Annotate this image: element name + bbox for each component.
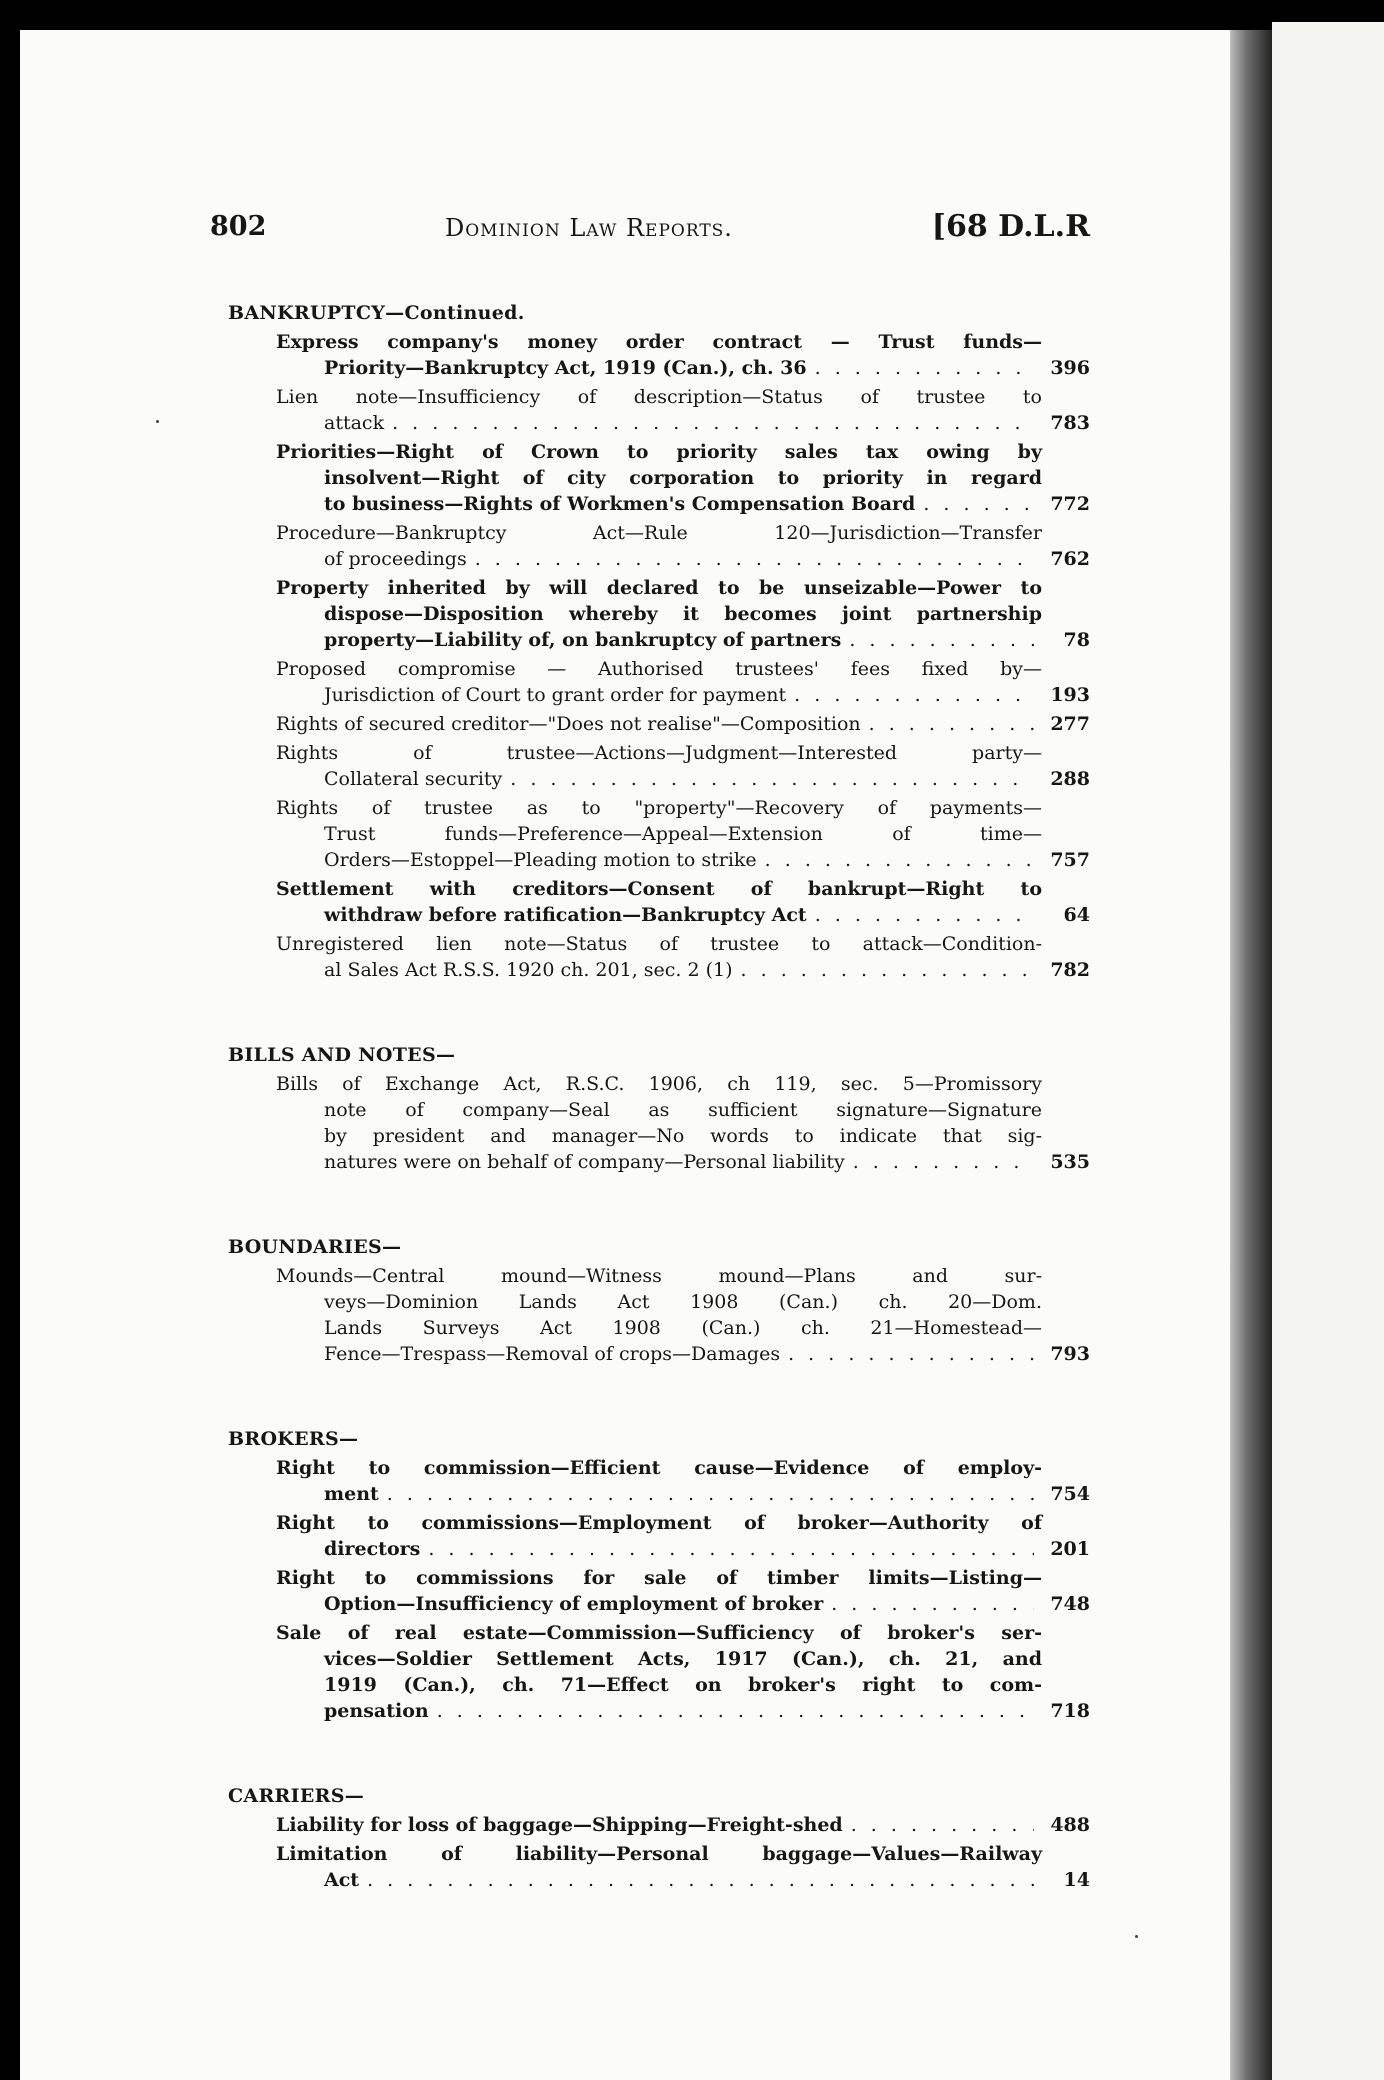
index-entry	[276, 1620, 1090, 1724]
index-entry	[276, 931, 1090, 983]
book-gutter	[1230, 30, 1272, 2080]
entry-final-line	[324, 1481, 1042, 1507]
index-entry	[276, 1812, 1090, 1838]
dot-leaders	[475, 546, 1034, 572]
page-reference: 535	[1050, 1151, 1090, 1173]
dot-leaders	[849, 627, 1034, 653]
dot-leaders	[869, 711, 1034, 737]
running-header	[210, 211, 1090, 251]
index-section	[220, 1042, 1090, 1175]
index-section	[220, 1234, 1090, 1367]
section-heading: BOUNDARIES—	[228, 1236, 402, 1258]
entry-text-line: Right to commission—Efficient cause—Evidence of employ-	[276, 1457, 1042, 1479]
dot-leaders	[510, 766, 1034, 792]
entry-text-line: Priority—Bankruptcy Act, 1919 (Can.), ch. 36	[324, 357, 807, 379]
page-reference: 396	[1050, 357, 1090, 379]
index-section	[220, 1783, 1090, 1893]
entry-text-line: Right to commissions for sale of timber limits—Listing—	[276, 1567, 1042, 1589]
page-reference: 488	[1050, 1814, 1090, 1836]
index-entry	[276, 520, 1090, 572]
entry-text-line: Fence—Trespass—Removal of crops—Damages	[324, 1343, 781, 1365]
page-reference: 793	[1050, 1343, 1090, 1365]
page-reference: 14	[1063, 1869, 1090, 1891]
entry-text-line: by president and manager—No words to indicate that sig-	[324, 1125, 1042, 1147]
page-reference: 78	[1063, 629, 1090, 651]
entry-final-line	[324, 1591, 1042, 1617]
index-entry	[276, 1841, 1090, 1893]
page-reference: 754	[1050, 1483, 1090, 1505]
index-entry	[276, 329, 1090, 381]
entry-text-line: Jurisdiction of Court to grant order for payment	[324, 684, 787, 706]
entry-text-line: veys—Dominion Lands Act 1908 (Can.) ch. 20—Dom.	[324, 1291, 1042, 1313]
page-reference: 782	[1050, 959, 1090, 981]
entry-text-line: Procedure—Bankruptcy Act—Rule 120—Jurisdiction—Transfer	[276, 522, 1042, 544]
dot-leaders	[428, 1536, 1034, 1562]
entry-text-line: Collateral security	[324, 768, 503, 790]
entry-final-line	[324, 1867, 1042, 1893]
entry-text-line: Express company's money order contract — Trust funds—	[276, 331, 1042, 353]
entry-text-line: Orders—Estoppel—Pleading motion to strike	[324, 849, 757, 871]
page-reference: 277	[1050, 713, 1090, 735]
entry-text-line: al Sales Act R.S.S. 1920 ch. 201, sec. 2 (1)	[324, 959, 733, 981]
entry-text-line: to business—Rights of Workmen's Compensation Board	[324, 493, 916, 515]
section-spacer	[220, 1727, 1090, 1783]
index-entry	[276, 740, 1090, 792]
page-text	[20, 30, 1230, 2080]
dot-leaders	[815, 355, 1034, 381]
entry-final-line	[276, 711, 1042, 737]
entry-final-line	[324, 410, 1042, 436]
entry-text-line: vices—Soldier Settlement Acts, 1917 (Can.), ch. 21, and	[324, 1648, 1042, 1670]
entry-text-line: dispose—Disposition whereby it becomes joint partnership	[324, 603, 1042, 625]
entry-final-line	[324, 1536, 1042, 1562]
entry-final-line	[324, 1341, 1042, 1367]
entry-final-line	[276, 1812, 1042, 1838]
index-entry	[276, 384, 1090, 436]
volume-reference: [68 D.L.R	[931, 209, 1090, 244]
page-reference: 288	[1050, 768, 1090, 790]
dot-leaders	[367, 1867, 1034, 1893]
entry-final-line	[324, 957, 1042, 983]
section-heading: BROKERS—	[228, 1428, 359, 1450]
dot-leaders	[437, 1698, 1034, 1724]
dot-leaders	[788, 1341, 1034, 1367]
page-reference: 64	[1063, 904, 1090, 926]
page-reference: 718	[1050, 1700, 1090, 1722]
entry-text-line: Mounds—Central mound—Witness mound—Plans and sur-	[276, 1265, 1042, 1287]
section-heading: BILLS AND NOTES—	[228, 1044, 456, 1066]
index-entry	[276, 1263, 1090, 1367]
entry-text-line: Priorities—Right of Crown to priority sales tax owing by	[276, 441, 1042, 463]
index-entry	[276, 1565, 1090, 1617]
book-page	[20, 30, 1230, 2080]
index-entry	[276, 1455, 1090, 1507]
entry-text-line: Liability for loss of baggage—Shipping—Freight-shed	[276, 1814, 843, 1836]
section-spacer	[220, 1370, 1090, 1426]
section-spacer	[220, 1178, 1090, 1234]
section-spacer	[220, 986, 1090, 1042]
entry-text-line: attack	[324, 412, 385, 434]
entry-text-line: ment	[324, 1483, 379, 1505]
entry-text-line: directors	[324, 1538, 421, 1560]
entry-final-line	[324, 491, 1042, 517]
entry-text-line: property—Liability of, on bankruptcy of partners	[324, 629, 842, 651]
entry-text-line: Settlement with creditors—Consent of bankrupt—Right to	[276, 878, 1042, 900]
entry-final-line	[324, 355, 1042, 381]
dot-leaders	[387, 1481, 1034, 1507]
facing-page-edge	[1272, 22, 1384, 2080]
entry-text-line: Act	[324, 1869, 360, 1891]
entry-text-line: 1919 (Can.), ch. 71—Effect on broker's right to com-	[324, 1674, 1042, 1696]
index-entry	[276, 711, 1090, 737]
dot-leaders	[741, 957, 1034, 983]
section-heading: CARRIERS—	[228, 1785, 365, 1807]
page-number: 802	[210, 211, 267, 242]
entry-text-line: Rights of trustee—Actions—Judgment—Interested party—	[276, 742, 1042, 764]
dot-leaders	[851, 1812, 1034, 1838]
entry-final-line	[324, 682, 1042, 708]
entry-final-line	[324, 1149, 1042, 1175]
entry-text-line: insolvent—Right of city corporation to priority in regard	[324, 467, 1042, 489]
dot-leaders	[923, 491, 1034, 517]
entry-text-line: Trust funds—Preference—Appeal—Extension of time—	[324, 823, 1042, 845]
entry-text-line: pensation	[324, 1700, 429, 1722]
dot-leaders	[853, 1149, 1034, 1175]
entry-final-line	[324, 766, 1042, 792]
entry-text-line: Rights of trustee as to "property"—Recovery of payments—	[276, 797, 1042, 819]
index-body	[220, 300, 1090, 1896]
index-entry	[276, 575, 1090, 653]
index-entry	[276, 439, 1090, 517]
entry-text-line: Lien note—Insufficiency of description—Status of trustee to	[276, 386, 1042, 408]
index-entry	[276, 795, 1090, 873]
dot-leaders	[815, 902, 1034, 928]
entry-text-line: Limitation of liability—Personal baggage—Values—Railway	[276, 1843, 1042, 1865]
entry-text-line: natures were on behalf of company—Personal liability	[324, 1151, 845, 1173]
dot-leaders	[794, 682, 1034, 708]
index-entry	[276, 1071, 1090, 1175]
entry-final-line	[324, 627, 1042, 653]
page-reference: 201	[1050, 1538, 1090, 1560]
page-reference: 762	[1050, 548, 1090, 570]
entry-final-line	[324, 902, 1042, 928]
index-section	[220, 300, 1090, 983]
running-title: Dominion Law Reports.	[445, 214, 733, 242]
entry-text-line: Unregistered lien note—Status of trustee to attack—Condition-	[276, 933, 1042, 955]
entry-final-line	[324, 546, 1042, 572]
page-reference: 757	[1050, 849, 1090, 871]
dot-leaders	[765, 847, 1034, 873]
entry-final-line	[324, 1698, 1042, 1724]
index-entry	[276, 1510, 1090, 1562]
entry-text-line: Lands Surveys Act 1908 (Can.) ch. 21—Homestead—	[324, 1317, 1042, 1339]
entry-text-line: Bills of Exchange Act, R.S.C. 1906, ch 119, sec. 5—Promissory	[276, 1073, 1042, 1095]
index-entry	[276, 656, 1090, 708]
dot-leaders	[831, 1591, 1034, 1617]
dot-leaders	[392, 410, 1034, 436]
page-reference: 748	[1050, 1593, 1090, 1615]
section-heading: BANKRUPTCY—Continued.	[228, 302, 525, 324]
entry-text-line: note of company—Seal as sufficient signature—Signature	[324, 1099, 1042, 1121]
entry-text-line: Rights of secured creditor—"Does not realise"—Composition	[276, 713, 861, 735]
page-reference: 772	[1050, 493, 1090, 515]
entry-text-line: Proposed compromise — Authorised trustees' fees fixed by—	[276, 658, 1042, 680]
page-reference: 783	[1050, 412, 1090, 434]
entry-text-line: Property inherited by will declared to be unseizable—Power to	[276, 577, 1042, 599]
index-section	[220, 1426, 1090, 1724]
entry-text-line: Sale of real estate—Commission—Sufficiency of broker's ser-	[276, 1622, 1042, 1644]
entry-text-line: Right to commissions—Employment of broker—Authority of	[276, 1512, 1042, 1534]
entry-text-line: withdraw before ratification—Bankruptcy Act	[324, 904, 807, 926]
page-reference: 193	[1050, 684, 1090, 706]
index-entry	[276, 876, 1090, 928]
entry-text-line: Option—Insufficiency of employment of broker	[324, 1593, 824, 1615]
entry-final-line	[324, 847, 1042, 873]
entry-text-line: of proceedings	[324, 548, 467, 570]
